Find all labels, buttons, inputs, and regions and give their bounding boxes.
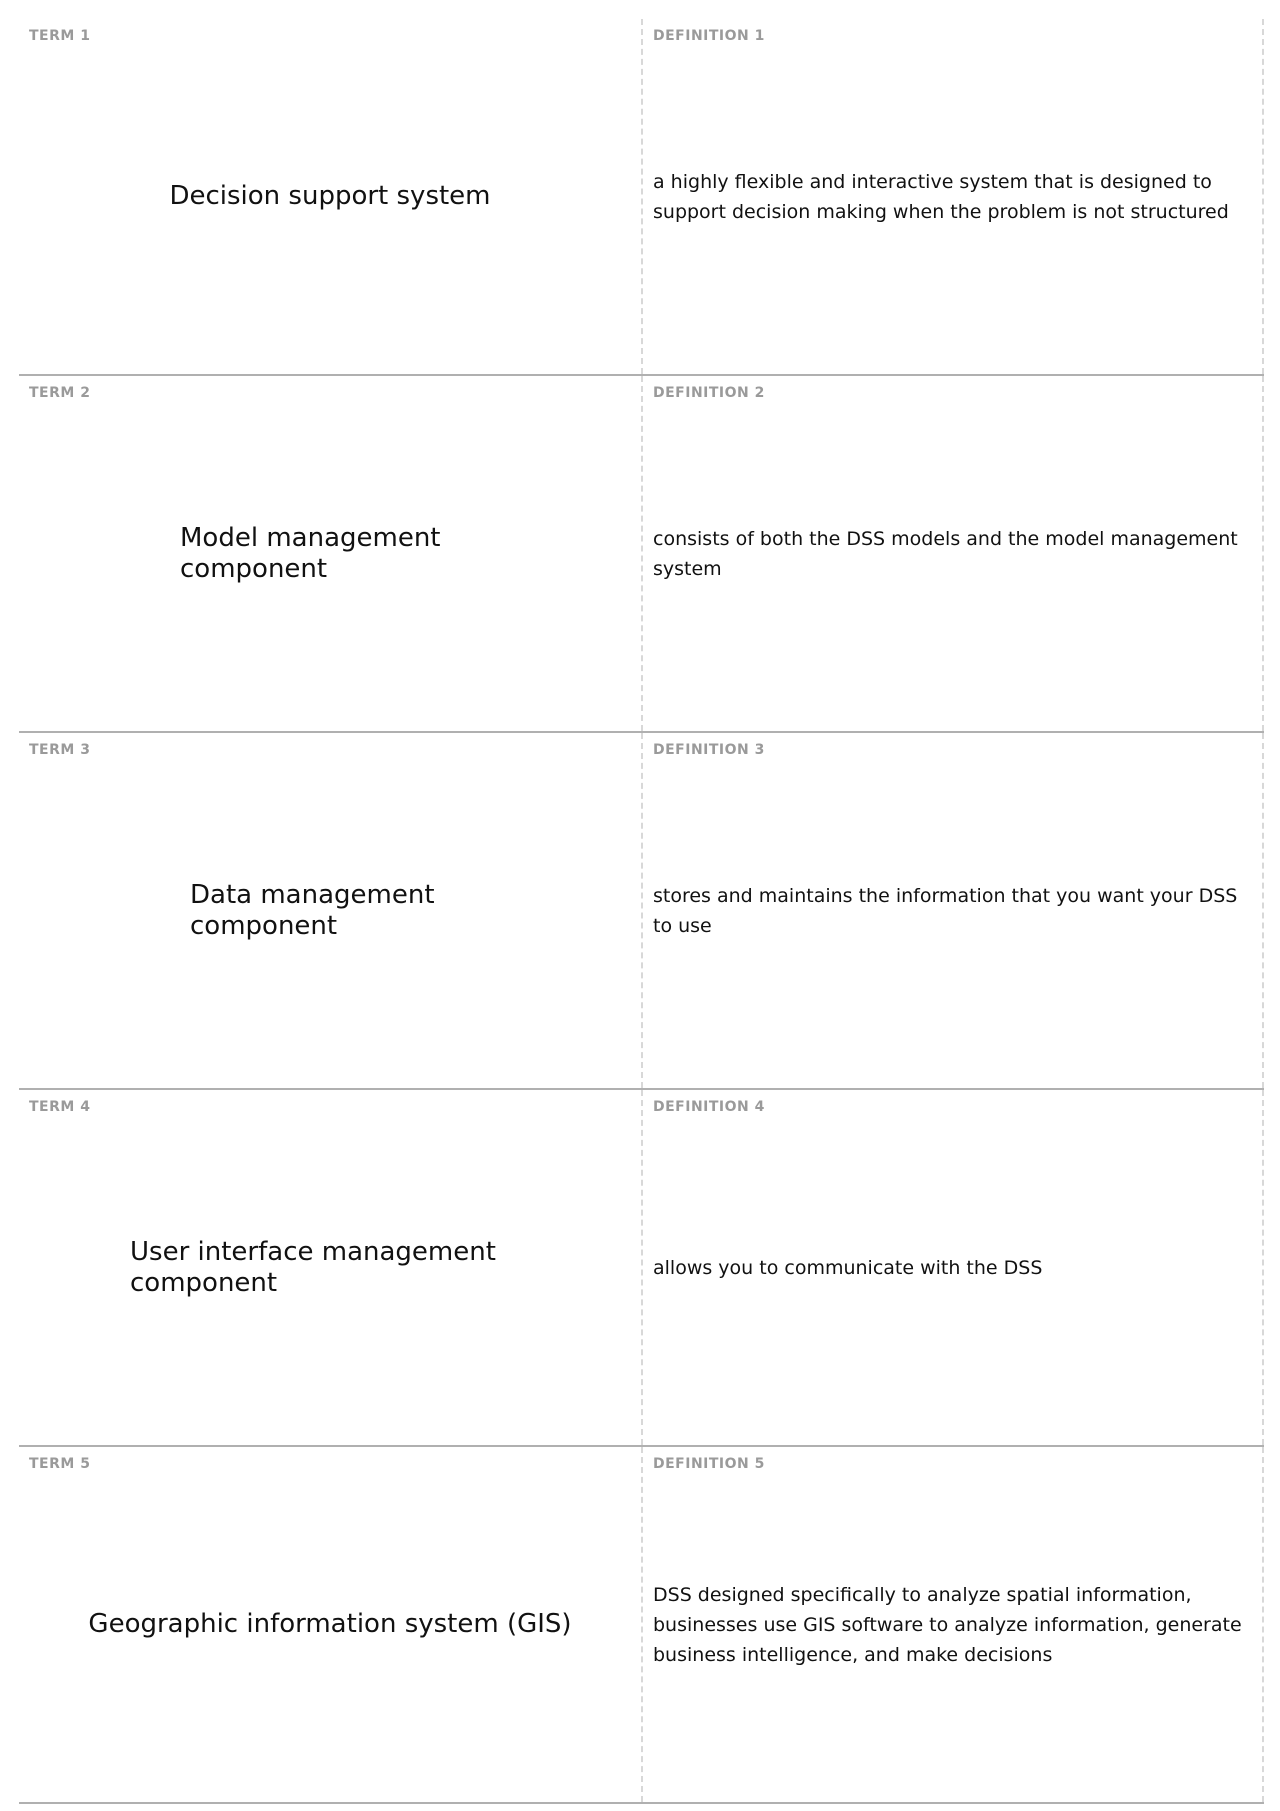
definition-label: DEFINITION 4 (653, 1099, 765, 1115)
term-text: Decision support system (169, 181, 491, 211)
definition-label: DEFINITION 5 (653, 1456, 765, 1472)
card-row-1 (19, 19, 1264, 376)
term-cell-2 (19, 376, 643, 731)
term-text: Model management component (180, 522, 441, 584)
card-row-5 (19, 1447, 1264, 1804)
definition-text: stores and maintains the information that you want your DSS to use (653, 884, 1238, 937)
definition-text: consists of both the DSS models and the model management system (653, 527, 1238, 580)
term-text: Geographic information system (GIS) (88, 1609, 572, 1639)
definition-label: DEFINITION 1 (653, 28, 765, 44)
term-label: TERM 1 (29, 28, 91, 44)
term-cell-4 (19, 1090, 643, 1445)
definition-cell-2 (643, 376, 1264, 731)
definition-cell-1 (643, 19, 1264, 374)
definition-text: DSS designed specifically to analyze spatial information, businesses use GIS software to analyze information, generate business intelligence, and make decisions (653, 1583, 1242, 1666)
term-label: TERM 3 (29, 742, 91, 758)
card-row-3 (19, 733, 1264, 1090)
card-row-4 (19, 1090, 1264, 1447)
card-row-2 (19, 376, 1264, 733)
flashcard-sheet (19, 19, 1264, 1804)
definition-text: allows you to communicate with the DSS (653, 1256, 1043, 1279)
term-text: Data management component (190, 879, 435, 941)
definition-label: DEFINITION 2 (653, 385, 765, 401)
definition-cell-3 (643, 733, 1264, 1088)
term-text: User interface management component (130, 1236, 496, 1298)
term-label: TERM 4 (29, 1099, 91, 1115)
term-label: TERM 2 (29, 385, 91, 401)
definition-cell-4 (643, 1090, 1264, 1445)
term-label: TERM 5 (29, 1456, 91, 1472)
definition-label: DEFINITION 3 (653, 742, 765, 758)
definition-cell-5 (643, 1447, 1264, 1802)
term-cell-5 (19, 1447, 643, 1802)
term-cell-3 (19, 733, 643, 1088)
definition-text: a highly flexible and interactive system that is designed to support decision making when the problem is not structured (653, 170, 1229, 223)
term-cell-1 (19, 19, 643, 374)
